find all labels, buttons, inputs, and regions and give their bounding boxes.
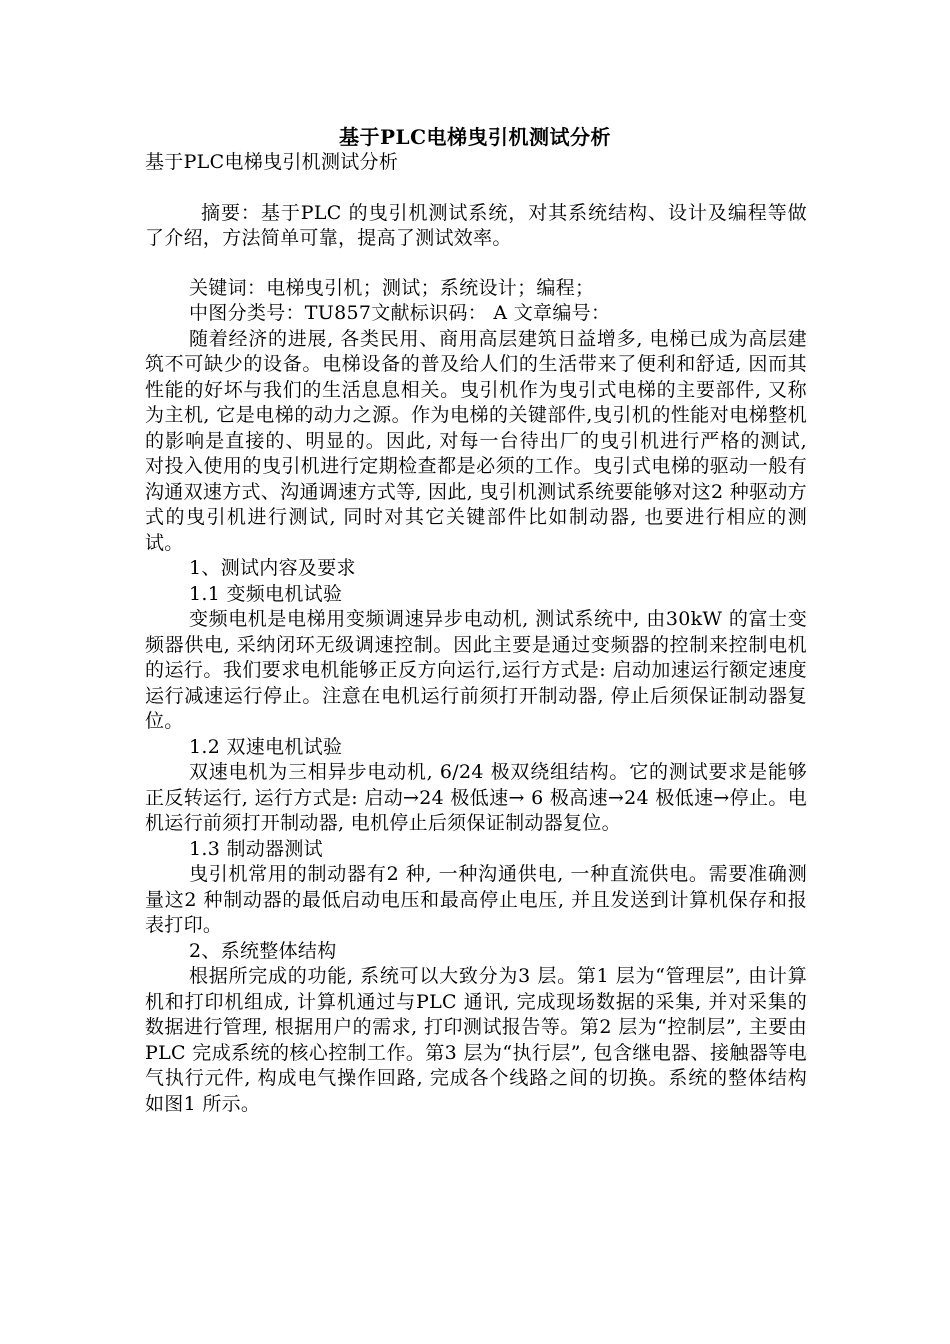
document-subtitle: 基于PLC电梯曳引机测试分析 xyxy=(145,151,399,173)
section-heading-1: 1、测试内容及要求 xyxy=(189,557,356,579)
subsection-heading-1-3: 1.3 制动器测试 xyxy=(189,837,323,860)
abstract-paragraph: 摘要：基于PLC 的曳引机测试系统，对其系统结构、设计及编程等做了介绍，方法简单可靠，提高了测试效率。 xyxy=(145,201,807,249)
document-body xyxy=(145,150,807,1117)
body-paragraph: 变频电机是电梯用变频调速异步电动机, 测试系统中, 由30kW 的富士变频器供电, 采纳闭环无级调速控制。因此主要是通过变频器的控制来控制电机的运行。我们要求电机能够正反方向运行,运行方式是: 启动加速运行额定速度运行减速运行停止。注意在电机运行前须打开制动器, 停止后须保证制动器复位。 xyxy=(145,608,807,732)
spacer xyxy=(145,252,807,276)
classification-line: 中图分类号：TU857文献标识码： A 文章编号： xyxy=(189,302,611,324)
body-paragraph: 根据所完成的功能, 系统可以大致分为3 层。第1 层为“管理层”, 由计算机和打印机组成, 计算机通过与PLC 通讯, 完成现场数据的采集, 并对采集的数据进行管理, 根据用户的需求, 打印测试报告等。第2 层为“控制层”, 主要由PLC 完成系统的核心控制工作。第3 层为“执行层”, 包含继电器、接触器等电气执行元件, 构成电气操作回路, 完成各个线路之间的切换。系统的整体结构如图1 所示。 xyxy=(145,965,807,1115)
spacer xyxy=(145,176,807,201)
subsection-heading-1-2: 1.2 双速电机试验 xyxy=(189,735,343,758)
body-paragraph: 曳引机常用的制动器有2 种, 一种沟通供电, 一种直流供电。需要准确测量这2 种制动器的最低启动电压和最高停止电压, 并且发送到计算机保存和报表打印。 xyxy=(145,863,807,936)
section-heading-2: 2、系统整体结构 xyxy=(189,939,337,962)
subsection-heading-1-1: 1.1 变频电机试验 xyxy=(189,582,343,605)
document-title: 基于PLC电梯曳引机测试分析 xyxy=(338,125,612,149)
body-paragraph: 双速电机为三相异步电动机, 6/24 极双绕组结构。它的测试要求是能够正反转运行, 运行方式是: 启动→24 极低速→ 6 极高速→24 极低速→停止。电机运行前须打开制动器, 电机停止后须保证制动器复位。 xyxy=(145,761,807,834)
intro-paragraph: 随着经济的进展, 各类民用、商用高层建筑日益增多, 电梯已成为高层建筑不可缺少的设备。电梯设备的普及给人们的生活带来了便利和舒适, 因而其性能的好坏与我们的生活息息相关。曳引机作为曳引式电梯的主要部件, 又称为主机, 它是电梯的动力之源。作为电梯的关键部件,曳引机的性能对电梯整机的影响是直接的、明显的。因此, 对每一台待出厂的曳引机进行严格的测试, 对投入使用的曳引机进行定期检查都是必须的工作。曳引式电梯的驱动一般有沟通双速方式、沟通调速方式等, 因此, 曳引机测试系统要能够对这2 种驱动方式的曳引机进行测试, 同时对其它关键部件比如制动器, 也要进行相应的测试。 xyxy=(145,327,807,554)
keywords-line: 关键词：电梯曳引机；测试；系统设计；编程； xyxy=(189,276,595,299)
